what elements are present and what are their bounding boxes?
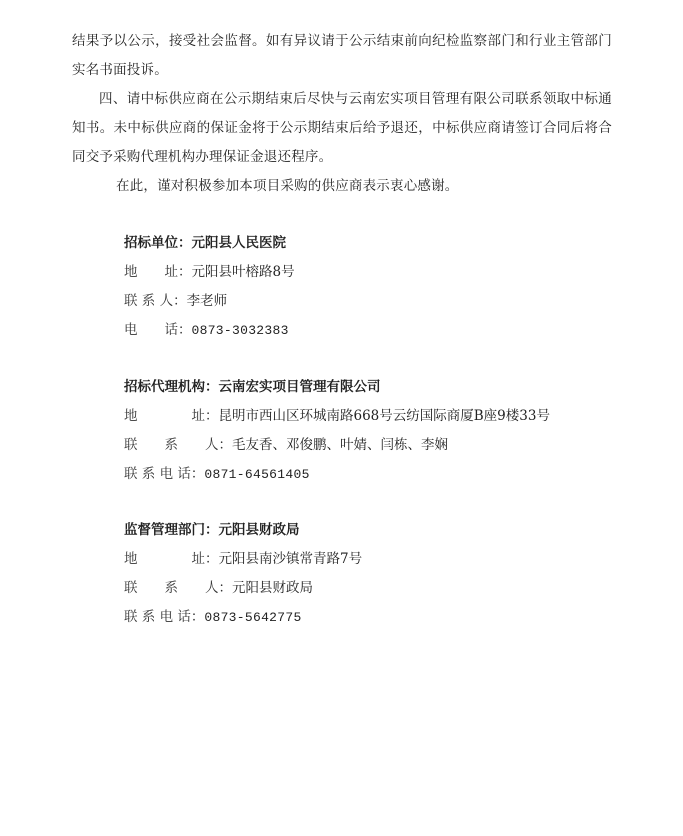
separator: ： <box>178 264 192 280</box>
tender-unit-phone-row <box>124 316 644 345</box>
separator: ： <box>205 551 219 567</box>
separator: ： <box>190 466 205 482</box>
tender-unit-contact: 李老师 <box>186 293 228 309</box>
tender-unit-phone-label: 电 话 <box>124 322 178 338</box>
separator: ： <box>178 322 192 338</box>
separator: ： <box>218 580 232 596</box>
supervisor-phone: 0873-5642775 <box>204 610 302 625</box>
agency-phone-label: 联 系 电 话 <box>124 466 191 482</box>
agency-phone-row <box>124 460 644 489</box>
tender-unit-address: 元阳县叶榕路8号 <box>191 264 295 280</box>
tender-unit-heading: 招标单位：元阳县人民医院 <box>124 235 286 251</box>
tender-unit-contact-row <box>124 287 644 316</box>
supervisor-address-label: 地 址 <box>124 551 205 567</box>
agency-address-row <box>124 402 644 431</box>
paragraph-thanks: 在此，谨对积极参加本项目采购的供应商表示衷心感谢。 <box>116 178 459 194</box>
agency-heading: 招标代理机构：云南宏实项目管理有限公司 <box>124 379 381 395</box>
supervisor-contact: 元阳县财政局 <box>232 580 313 596</box>
separator: ： <box>205 408 219 424</box>
supervisor-block <box>124 516 644 632</box>
agency-address: 昆明市西山区环城南路668号云纺国际商厦B座9楼33号 <box>218 408 550 424</box>
separator: ： <box>190 609 205 625</box>
supervisor-contact-label: 联 系 人 <box>124 580 219 596</box>
supervisor-phone-label: 联 系 电 话 <box>124 609 191 625</box>
agency-address-label: 地 址 <box>124 408 205 424</box>
tender-unit-contact-label: 联 系 人 <box>124 293 174 309</box>
agency-contact-row <box>124 431 644 460</box>
agency-block <box>124 373 644 489</box>
supervisor-phone-row <box>124 603 644 632</box>
supervisor-address-row <box>124 545 644 574</box>
supervisor-address: 元阳县南沙镇常青路7号 <box>218 551 363 567</box>
supervisor-heading: 监督管理部门：元阳县财政局 <box>124 522 300 538</box>
paragraph-complaint: 结果予以公示，接受社会监督。如有异议请于公示结束前向纪检监察部门和行业主管部门实名书面投诉。 <box>72 33 612 78</box>
tender-unit-phone: 0873-3032383 <box>191 323 289 338</box>
paragraph-notice-collection: 四、请中标供应商在公示期结束后尽快与云南宏实项目管理有限公司联系领取中标通知书。未中标供应商的保证金将于公示期结束后给予退还，中标供应商请签订合同后将合同交予采购代理机构办理保证金退还程序。 <box>72 91 612 165</box>
tender-unit-address-row <box>124 258 644 287</box>
agency-contact-label: 联 系 人 <box>124 437 219 453</box>
separator: ： <box>173 293 187 309</box>
agency-contact: 毛友香、邓俊鹏、叶婧、闫栋、李娴 <box>232 437 448 453</box>
separator: ： <box>218 437 232 453</box>
agency-phone: 0871-64561405 <box>204 467 310 482</box>
supervisor-contact-row <box>124 574 644 603</box>
tender-unit-address-label: 地 址 <box>124 264 178 280</box>
tender-unit-block <box>124 229 644 345</box>
